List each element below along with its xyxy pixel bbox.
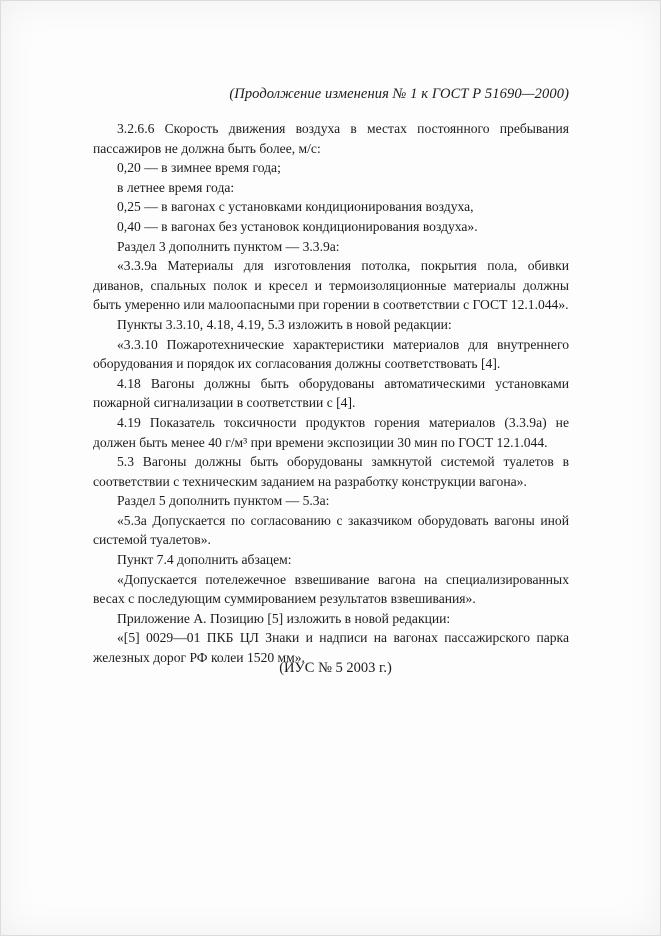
paragraph: 0,25 — в вагонах с установками кондиционирования воздуха, xyxy=(117,199,474,215)
page-header: (Продолжение изменения № 1 к ГОСТ Р 51690—2000) xyxy=(229,86,569,102)
paragraph: 5.3 Вагоны должны быть оборудованы замкнутой системой туалетов в соответствии с техническим заданием на разработку конструкции вагона». xyxy=(93,454,569,489)
document-body xyxy=(93,119,569,668)
paragraph: 4.19 Показатель токсичности продуктов горения материалов (3.3.9а) не должен быть менее 40 г/м³ при времени экспозиции 30 мин по ГОСТ 12.1.044. xyxy=(93,414,569,450)
paragraph: «[5] 0029—01 ПКБ ЦЛ Знаки и надписи на вагонах пассажирского парка железных дорог РФ колеи 1520 мм». xyxy=(93,630,569,666)
paragraph: 3.2.6.6 Скорость движения воздуха в местах постоянного пребывания пассажиров не должна быть более, м/с: xyxy=(93,121,569,156)
page-footer: (ИУС № 5 2003 г.) xyxy=(279,660,392,676)
paragraph: Приложение А. Позицию [5] изложить в новой редакции: xyxy=(117,610,451,626)
paragraph: 4.18 Вагоны должны быть оборудованы автоматическими установками пожарной сигнализации в соответствии с [4]. xyxy=(93,375,569,411)
paragraph: «Допускается потележечное взвешивание вагона на специализированных весах с последующим суммированием результатов взвешивания». xyxy=(93,571,569,607)
paragraph: Пункты 3.3.10, 4.18, 4.19, 5.3 изложить в новой редакции: xyxy=(117,316,452,332)
paragraph: 0,20 — в зимнее время года; xyxy=(117,160,281,176)
paragraph: в летнее время года: xyxy=(117,179,235,195)
paragraph: «5.3а Допускается по согласованию с заказчиком оборудовать вагоны иной системой туалетов». xyxy=(93,512,569,548)
paragraph: 0,40 — в вагонах без установок кондиционирования воздуха». xyxy=(117,218,478,234)
paragraph: «3.3.10 Пожаротехнические характеристики материалов для внутреннего оборудования и порядок их согласования должны соответствовать [4]. xyxy=(93,336,569,372)
paragraph: «3.3.9а Материалы для изготовления потолка, покрытия пола, обивки диванов, спальных полок и кресел и термоизоляционные материалы должны быть умеренно или малоопасными при горении в соответствии с ГОСТ 12.1.044». xyxy=(93,258,569,313)
paragraph: Пункт 7.4 дополнить абзацем: xyxy=(117,552,292,568)
paragraph: Раздел 3 дополнить пунктом — 3.3.9а: xyxy=(117,238,340,254)
paragraph: Раздел 5 дополнить пунктом — 5.3а: xyxy=(117,493,330,509)
